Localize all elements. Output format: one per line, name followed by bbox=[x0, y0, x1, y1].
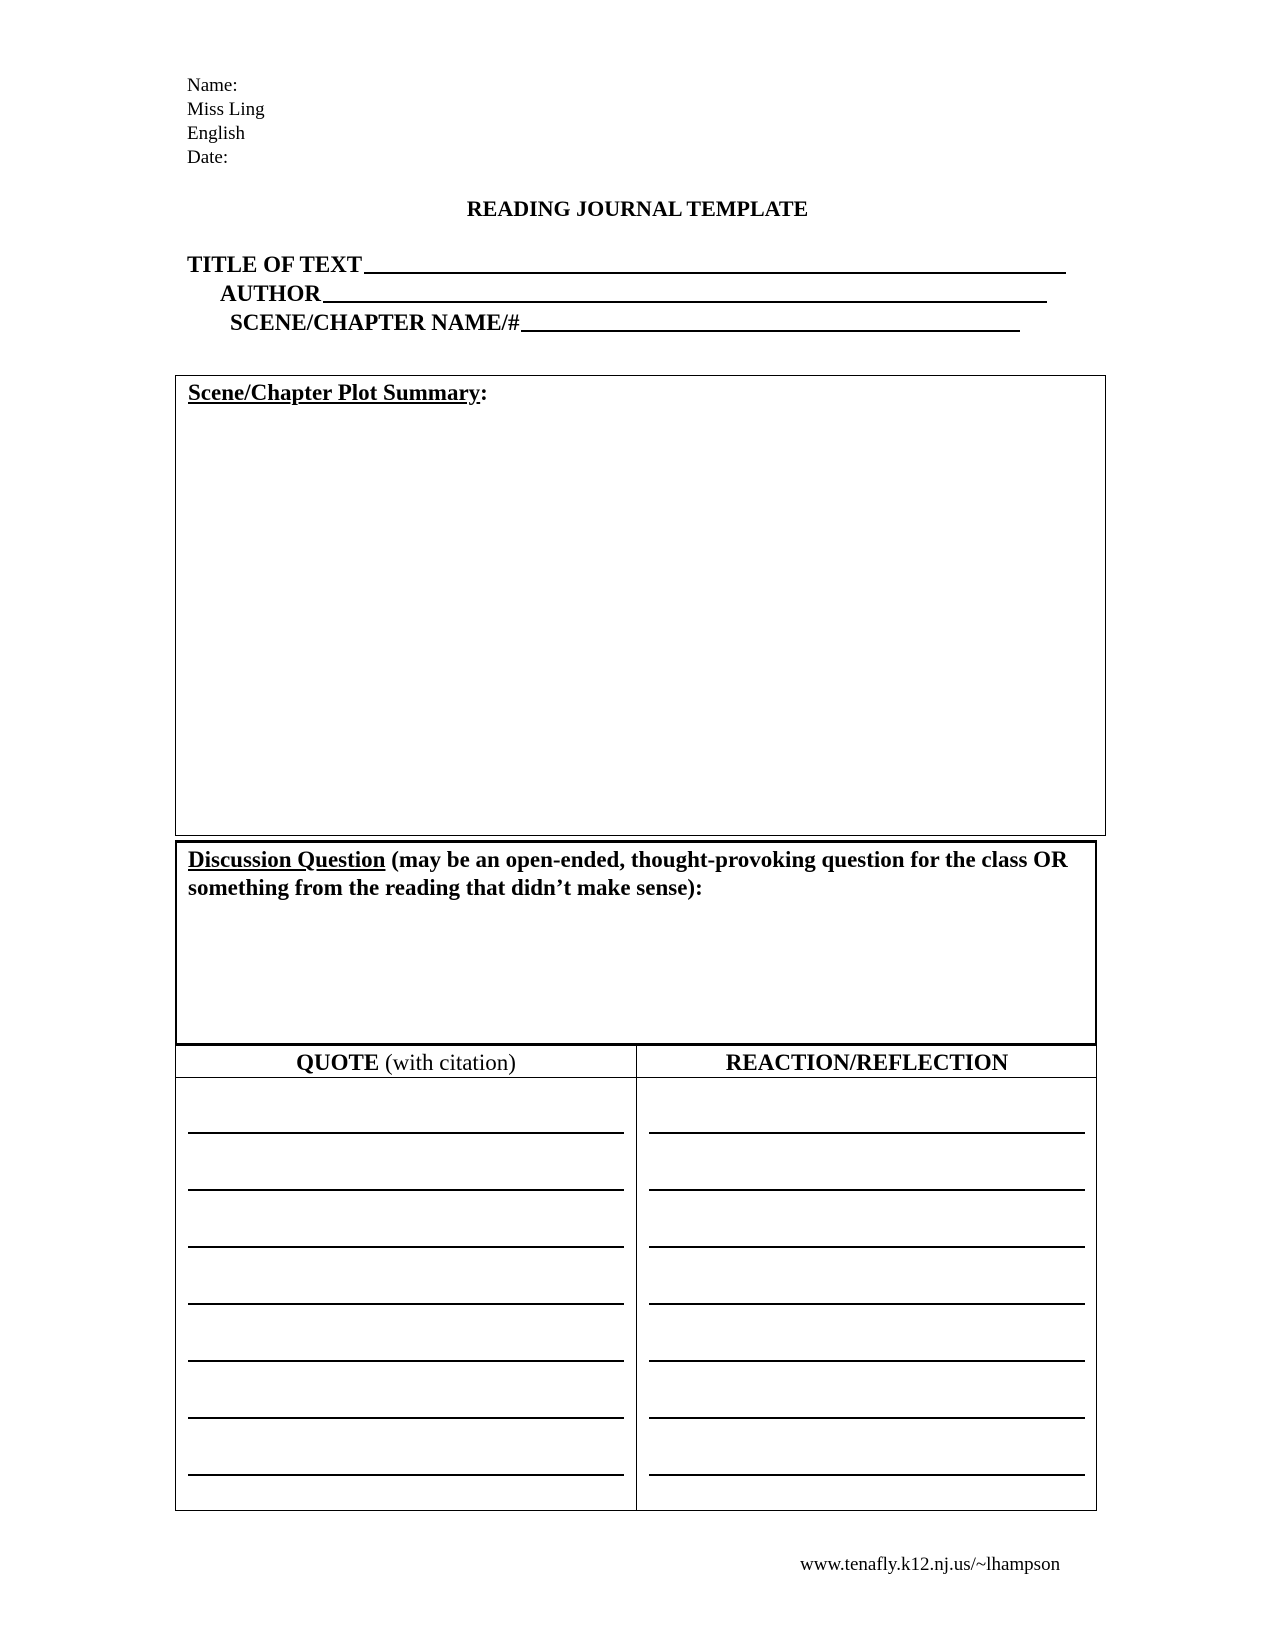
quote-column-header bbox=[176, 1050, 636, 1076]
scene-chapter-field bbox=[230, 310, 1020, 336]
discussion-heading bbox=[188, 846, 1068, 902]
scene-chapter-label: SCENE/CHAPTER NAME/# bbox=[230, 310, 520, 335]
document-title: READING JOURNAL TEMPLATE bbox=[466, 196, 809, 221]
quote-answer-line[interactable] bbox=[188, 1189, 624, 1191]
reaction-answer-line[interactable] bbox=[649, 1189, 1085, 1191]
plot-summary-heading bbox=[188, 380, 488, 406]
reaction-answer-line[interactable] bbox=[649, 1132, 1085, 1134]
author-field bbox=[220, 281, 1047, 307]
title-of-text-label: TITLE OF TEXT bbox=[187, 252, 363, 277]
scene-chapter-blank[interactable] bbox=[521, 329, 1020, 332]
reaction-answer-line[interactable] bbox=[649, 1303, 1085, 1305]
quote-answer-line[interactable] bbox=[188, 1417, 624, 1419]
quote-answer-line[interactable] bbox=[188, 1474, 624, 1476]
reaction-answer-line[interactable] bbox=[649, 1474, 1085, 1476]
author-label: AUTHOR bbox=[220, 281, 321, 306]
quote-answer-line[interactable] bbox=[188, 1303, 624, 1305]
title-of-text-blank[interactable] bbox=[364, 271, 1066, 274]
quote-subheading: (with citation) bbox=[379, 1050, 516, 1075]
discussion-description: (may be an open-ended, thought-provoking question for the class OR something from the reading that didn’t make sense): bbox=[188, 847, 1068, 900]
quote-answer-line[interactable] bbox=[188, 1246, 624, 1248]
table-column-divider bbox=[636, 1046, 637, 1510]
quote-heading: QUOTE bbox=[296, 1050, 380, 1075]
discussion-question-box[interactable] bbox=[175, 840, 1097, 1046]
author-blank[interactable] bbox=[323, 300, 1047, 303]
subject-name: English bbox=[187, 123, 246, 144]
title-of-text-field bbox=[187, 252, 1066, 278]
footer-url: www.tenafly.k12.nj.us/~lhampson bbox=[800, 1554, 1061, 1575]
reaction-column-header: REACTION/REFLECTION bbox=[725, 1050, 1009, 1075]
header-block bbox=[187, 74, 265, 170]
plot-summary-colon: : bbox=[480, 380, 488, 405]
reaction-answer-line[interactable] bbox=[649, 1246, 1085, 1248]
name-label: Name: bbox=[187, 75, 238, 96]
quote-answer-line[interactable] bbox=[188, 1132, 624, 1134]
reaction-answer-line[interactable] bbox=[649, 1360, 1085, 1362]
quote-reaction-table bbox=[175, 1046, 1097, 1511]
date-label: Date: bbox=[187, 147, 229, 168]
reaction-answer-line[interactable] bbox=[649, 1417, 1085, 1419]
discussion-heading-text: Discussion Question bbox=[188, 847, 386, 872]
plot-summary-heading-text: Scene/Chapter Plot Summary bbox=[188, 380, 481, 405]
quote-answer-line[interactable] bbox=[188, 1360, 624, 1362]
teacher-name: Miss Ling bbox=[187, 99, 265, 120]
plot-summary-box[interactable] bbox=[175, 375, 1106, 836]
